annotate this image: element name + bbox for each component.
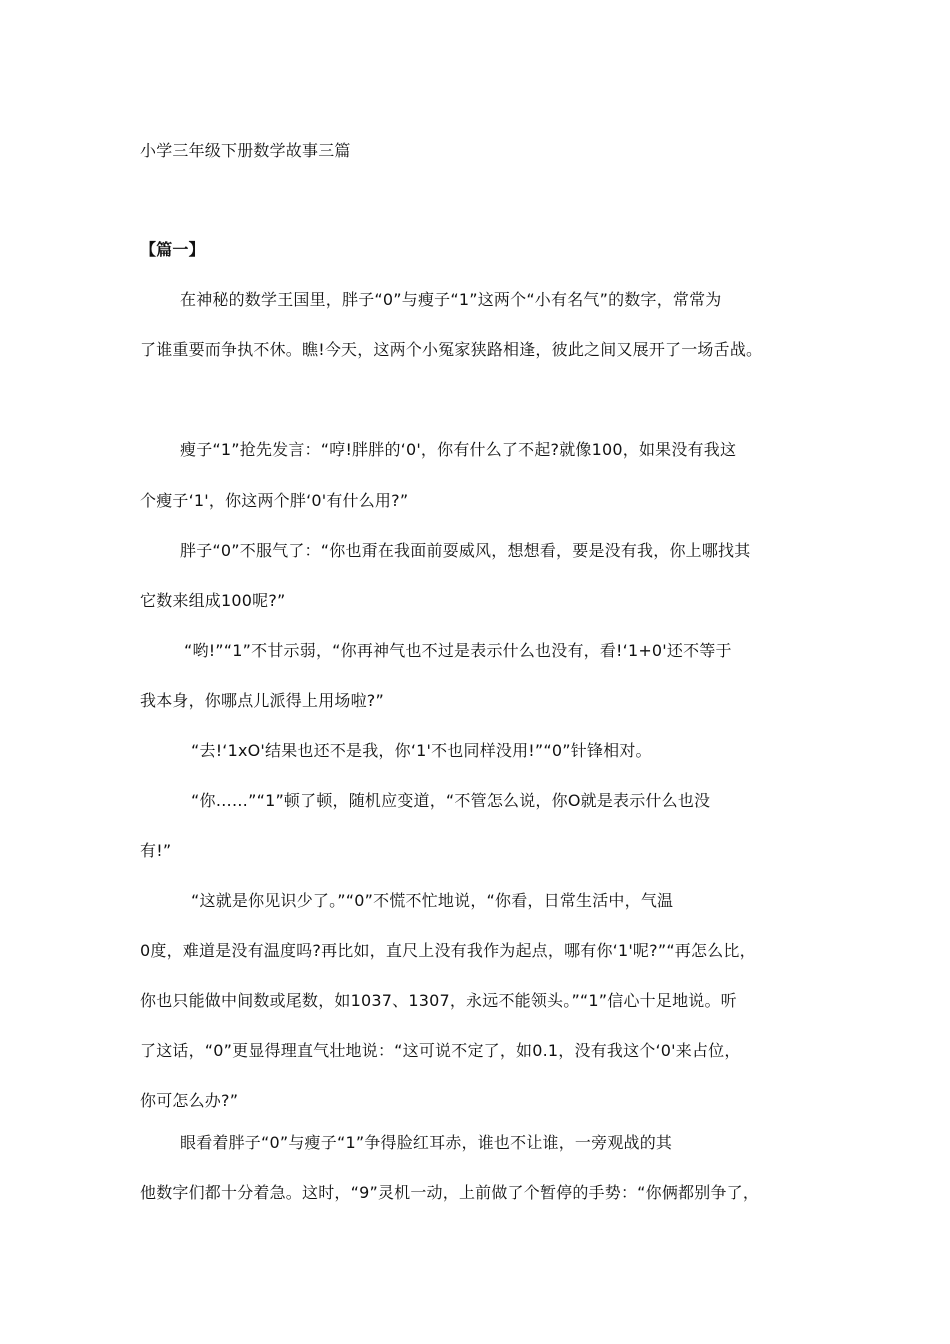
paragraph-line: “这就是你见识少了。”“0”不慌不忙地说，“你看，日常生活中，气温	[191, 891, 674, 910]
document-title: 小学三年级下册数学故事三篇	[140, 141, 351, 160]
paragraph-line: 你也只能做中间数或尾数，如1037、1307，永远不能领头。”“1”信心十足地说。听	[140, 991, 737, 1010]
paragraph-line: “你……”“1”顿了顿，随机应变道，“不管怎么说，你O就是表示什么也没	[191, 791, 711, 810]
paragraph-line: “去!‘1xO'结果也还不是我，你‘1'不也同样没用!”“0”针锋相对。	[191, 741, 652, 760]
paragraph-line: 他数字们都十分着急。这时，“9”灵机一动，上前做了个暂停的手势：“你俩都别争了，	[140, 1183, 760, 1202]
paragraph-line: 在神秘的数学王国里，胖子“0”与瘦子“1”这两个“小有名气”的数字，常常为	[180, 290, 722, 309]
paragraph-line: 你可怎么办?”	[140, 1091, 239, 1110]
paragraph-line: 个瘦子‘1'，你这两个胖‘0'有什么用?”	[140, 491, 409, 510]
paragraph-line: 有!”	[140, 841, 172, 860]
section-heading: 【篇一】	[140, 240, 205, 259]
paragraph-line: 了谁重要而争执不休。瞧!今天，这两个小冤家狭路相逢，彼此之间又展开了一场舌战。	[140, 340, 763, 359]
paragraph-line: 它数来组成100呢?”	[140, 591, 286, 610]
paragraph-line: 我本身，你哪点儿派得上用场啦?”	[140, 691, 384, 710]
paragraph-line: 了这话，“0”更显得理直气壮地说：“这可说不定了，如0.1，没有我这个‘0'来占位，	[140, 1041, 741, 1060]
paragraph-line: 眼看着胖子“0”与瘦子“1”争得脸红耳赤，谁也不让谁，一旁观战的其	[180, 1133, 673, 1152]
paragraph-line: 胖子“0”不服气了：“你也甭在我面前耍威风，想想看，要是没有我，你上哪找其	[180, 541, 751, 560]
paragraph-line: “哟!”“1”不甘示弱，“你再神气也不过是表示什么也没有，看!‘1+0'还不等于	[184, 641, 732, 660]
paragraph-line: 瘦子“1”抢先发言：“哼!胖胖的‘0'，你有什么了不起?就像100，如果没有我这	[180, 440, 737, 459]
paragraph-line: 0度，难道是没有温度吗?再比如，直尺上没有我作为起点，哪有你‘1'呢?”“再怎么比，	[140, 941, 756, 960]
